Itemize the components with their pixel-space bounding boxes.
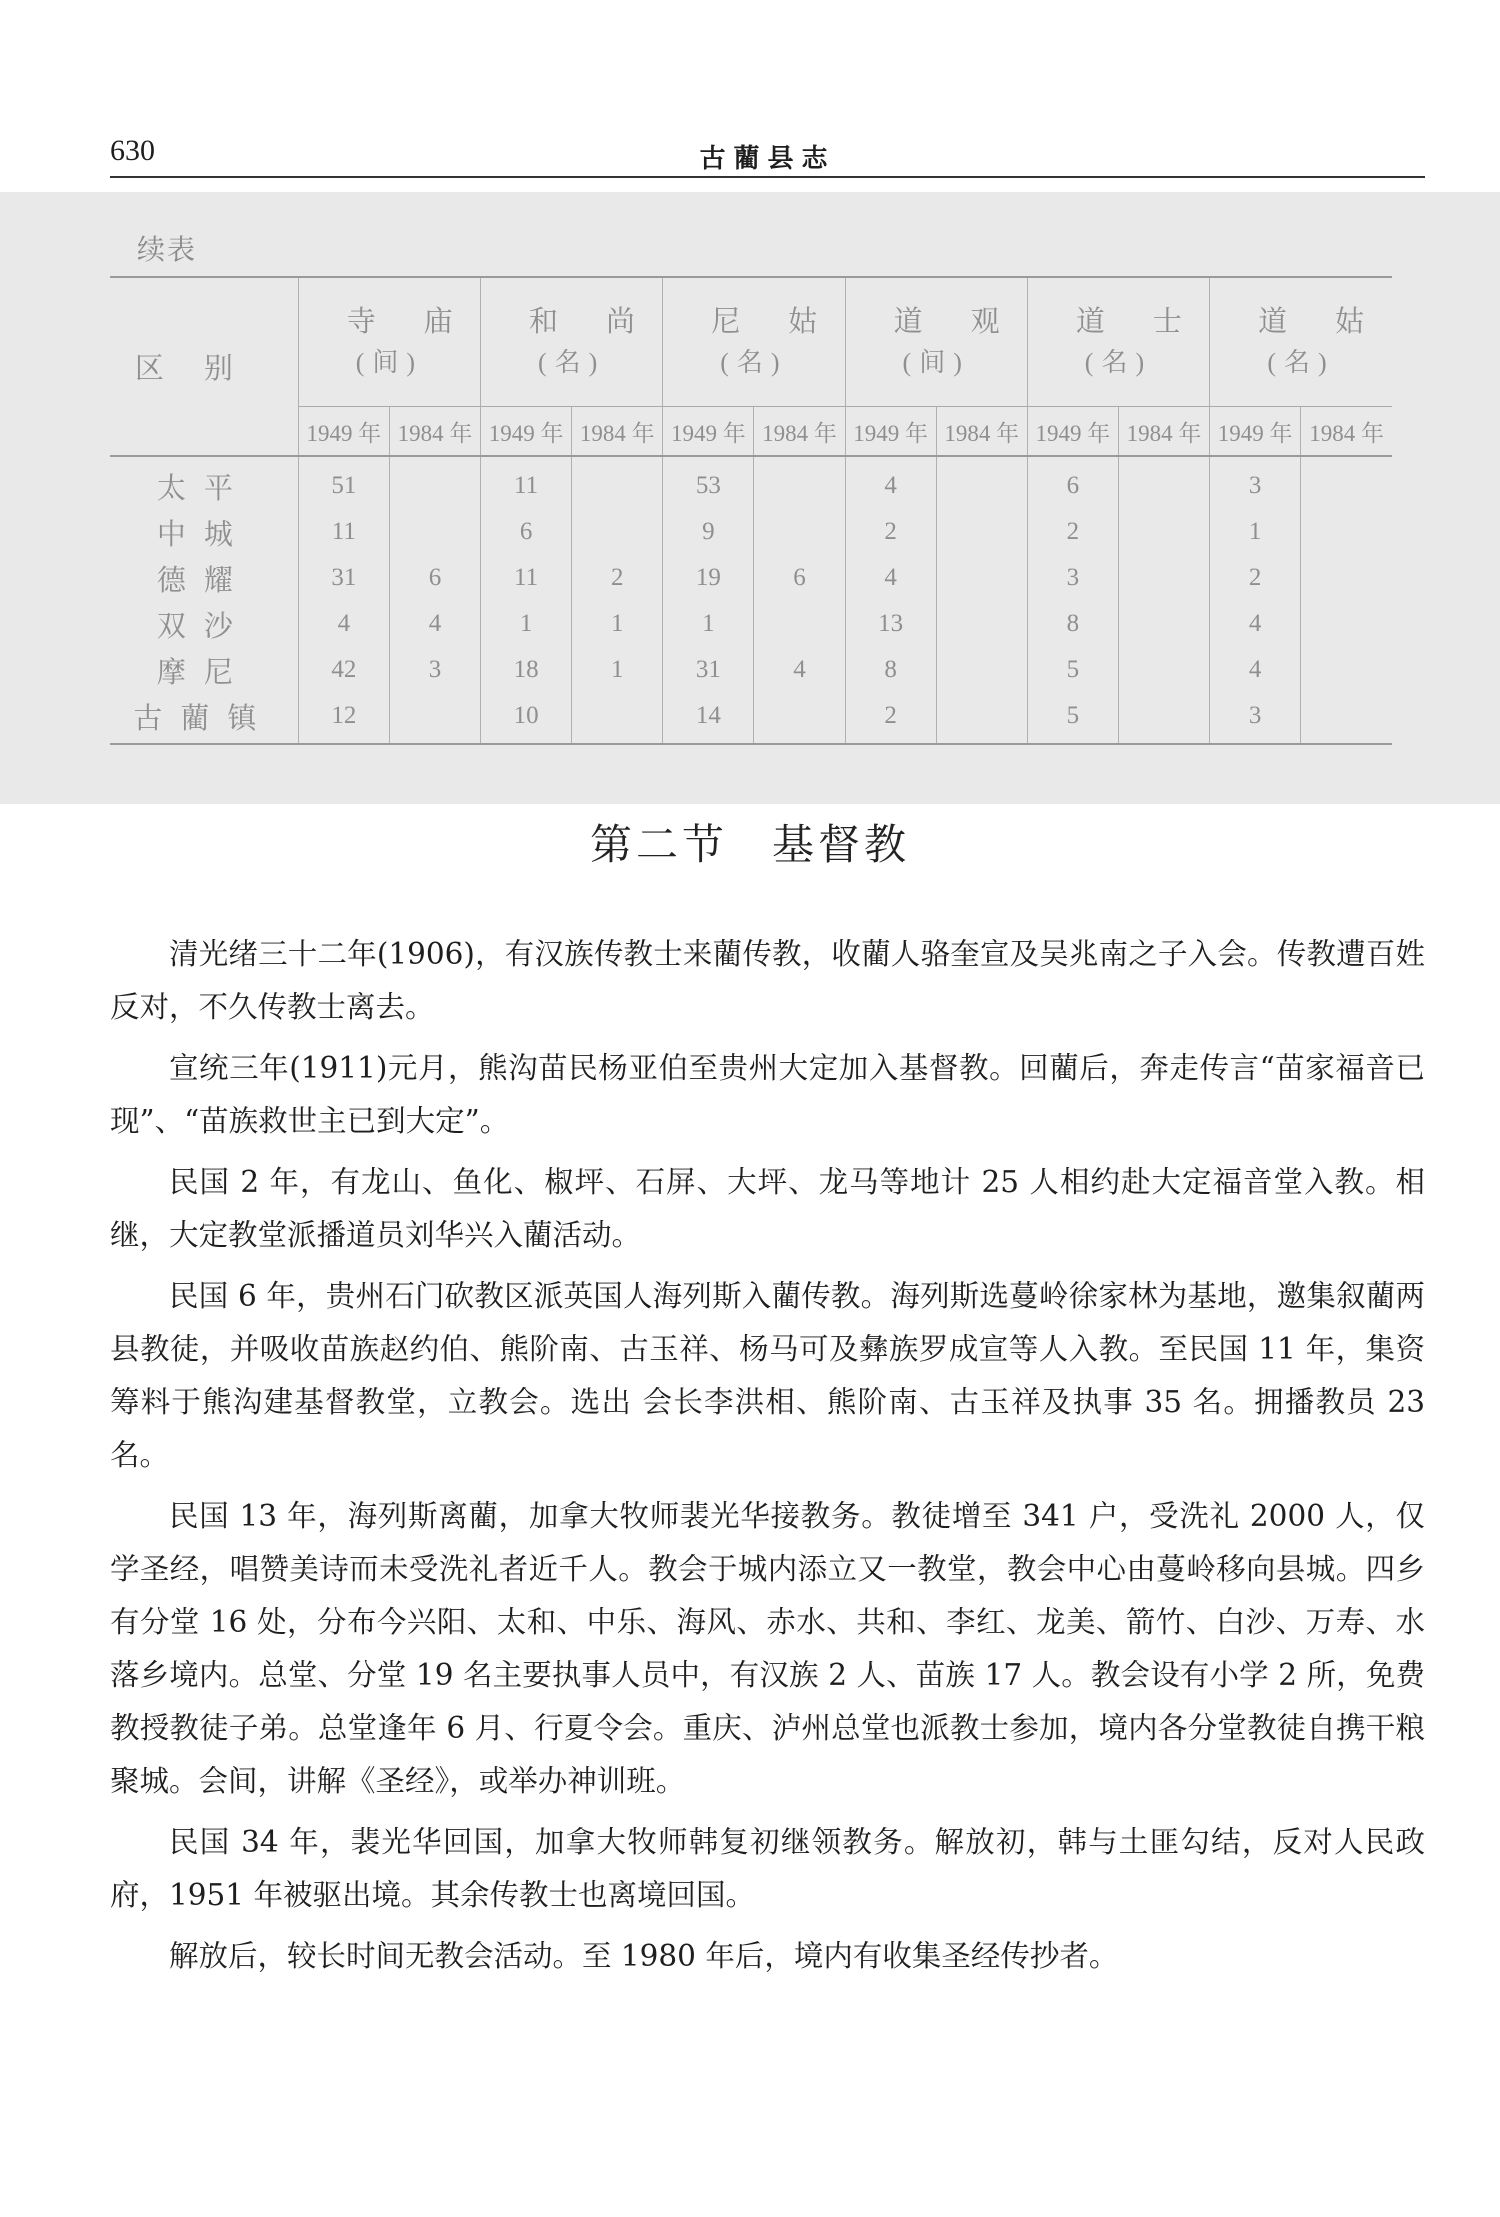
value-cell: 2: [572, 555, 663, 601]
value-cell: [936, 647, 1027, 693]
category-name: 尼姑: [711, 306, 866, 338]
value-cell: [389, 693, 480, 744]
category-name: 道姑: [1258, 306, 1413, 338]
value-cell: 8: [845, 647, 936, 693]
category-unit: (间): [902, 348, 970, 377]
value-cell: [754, 456, 845, 509]
table-panel: [0, 192, 1500, 804]
value-cell: 14: [663, 693, 754, 744]
value-cell: 1: [1210, 509, 1301, 555]
paragraph: 民国 6 年，贵州石门砍教区派英国人海列斯入藺传教。海列斯选蔓岭徐家林为基地，邀集叙藺两县教徒，并吸收苗族赵约伯、熊阶南、古玉祥、杨马可及彝族罗成宣等人入教。至民国 11 年，集资筹料于熊沟建基督教堂，立教会。选出 会长李洪相、熊阶南、古玉祥及执事 35 名。拥播教员 23 名。: [110, 1279, 1425, 1472]
region-cell: 古藺镇: [110, 693, 298, 744]
value-cell: [389, 456, 480, 509]
year-header: 1984 年: [389, 407, 480, 457]
category-header: [1027, 277, 1230, 407]
paragraph: 民国 2 年，有龙山、鱼化、椒坪、石屏、大坪、龙马等地计 25 人相约赴大定福音堂入教。相继，大定教堂派播道员刘华兴入藺活动。: [110, 1165, 1425, 1252]
year-header: 1949 年: [1027, 407, 1118, 457]
year-header: 1984 年: [936, 407, 1027, 457]
paragraph: 民国 34 年，裴光华回国，加拿大牧师韩复初继领教务。解放初，韩与土匪勾结，反对人民政府，1951 年被驱出境。其余传教士也离境回国。: [110, 1825, 1425, 1912]
value-cell: [754, 601, 845, 647]
category-name: 道士: [1075, 306, 1230, 338]
year-header: 1949 年: [481, 407, 572, 457]
category-unit: (名): [538, 348, 606, 377]
value-cell: 4: [389, 601, 480, 647]
page-header: [110, 130, 1425, 178]
year-header: 1949 年: [845, 407, 936, 457]
category-header: [663, 277, 866, 407]
statistics-table: [110, 276, 1413, 745]
category-header: [1210, 277, 1413, 407]
region-column-header: 区别: [110, 277, 298, 456]
category-name: 道观: [893, 306, 1048, 338]
value-cell: 11: [481, 555, 572, 601]
value-cell: 4: [1210, 601, 1301, 647]
value-cell: [1301, 693, 1392, 744]
category-header: [845, 277, 1048, 407]
value-cell: 18: [481, 647, 572, 693]
value-cell: [1301, 456, 1392, 509]
value-cell: [1118, 647, 1209, 693]
table-row: [110, 647, 1392, 693]
table-row: [110, 601, 1392, 647]
value-cell: 5: [1027, 647, 1118, 693]
value-cell: 3: [1027, 555, 1118, 601]
year-header: 1984 年: [1301, 407, 1392, 457]
value-cell: 1: [572, 601, 663, 647]
value-cell: 5: [1027, 693, 1118, 744]
paragraph: 民国 13 年，海列斯离藺，加拿大牧师裴光华接教务。教徒增至 341 户，受洗礼 2000 人，仅学圣经，唱赞美诗而未受洗礼者近千人。教会于城内添立又一教堂，教会中心由蔓岭移向县城。四乡有分堂 16 处，分布今兴阳、太和、中乐、海风、赤水、共和、李红、龙美、箭竹、白沙、万寿、水落乡境内。总堂、分堂 19 名主要执事人员中，有汉族 2 人、苗族 17 人。教会设有小学 2 所，免费教授教徒子弟。总堂逢年 6 月、行夏令会。重庆、泸州总堂也派教士参加，境内各分堂教徒自携干粮聚城。会间，讲解《圣经》，或举办神训班。: [110, 1499, 1425, 1798]
value-cell: 1: [481, 601, 572, 647]
category-header: [298, 277, 501, 407]
year-header: 1949 年: [1210, 407, 1301, 457]
value-cell: [1301, 555, 1392, 601]
value-cell: [572, 456, 663, 509]
value-cell: [754, 693, 845, 744]
value-cell: [936, 456, 1027, 509]
table-row: [110, 693, 1392, 744]
table-row: [110, 456, 1392, 509]
year-header: 1949 年: [663, 407, 754, 457]
value-cell: 9: [663, 509, 754, 555]
value-cell: [1118, 693, 1209, 744]
category-unit: (名): [720, 348, 788, 377]
value-cell: 6: [389, 555, 480, 601]
paragraph: 清光绪三十二年(1906)，有汉族传教士来藺传教，收藺人骆奎宣及吴兆南之子入会。传教遭百姓反对，不久传教士离去。: [110, 937, 1425, 1024]
value-cell: 4: [845, 456, 936, 509]
value-cell: [572, 509, 663, 555]
value-cell: [936, 509, 1027, 555]
value-cell: 2: [1210, 555, 1301, 601]
value-cell: 1: [572, 647, 663, 693]
value-cell: 2: [845, 509, 936, 555]
category-name: 和尚: [529, 306, 684, 338]
value-cell: 4: [298, 601, 389, 647]
value-cell: [1118, 509, 1209, 555]
region-cell: 摩尼: [156, 656, 251, 689]
value-cell: [1301, 647, 1392, 693]
value-cell: 12: [298, 693, 389, 744]
section-title: [0, 812, 1500, 872]
table-row: [110, 509, 1392, 555]
year-header: 1949 年: [298, 407, 389, 457]
value-cell: 6: [1027, 456, 1118, 509]
value-cell: 31: [298, 555, 389, 601]
section-number: 第二节: [589, 820, 728, 869]
paragraph: 解放后，较长时间无教会活动。至 1980 年后，境内有收集圣经传抄者。: [169, 1939, 1119, 1973]
value-cell: [936, 601, 1027, 647]
value-cell: 11: [481, 456, 572, 509]
value-cell: 2: [1027, 509, 1118, 555]
body-text: [110, 928, 1425, 1991]
value-cell: [572, 693, 663, 744]
value-cell: 11: [298, 509, 389, 555]
category-unit: (名): [1084, 348, 1153, 377]
value-cell: [754, 509, 845, 555]
page-number: 630: [110, 134, 155, 167]
value-cell: 4: [1210, 647, 1301, 693]
category-name: 寺庙: [346, 306, 501, 338]
value-cell: [936, 555, 1027, 601]
value-cell: [936, 693, 1027, 744]
value-cell: 8: [1027, 601, 1118, 647]
book-title: 古藺县志: [699, 144, 836, 174]
value-cell: [1118, 555, 1209, 601]
value-cell: 3: [1210, 693, 1301, 744]
value-cell: 3: [389, 647, 480, 693]
value-cell: 42: [298, 647, 389, 693]
region-cell: 太平: [110, 456, 298, 509]
table-caption: 续表: [137, 233, 198, 266]
value-cell: [389, 509, 480, 555]
year-header: 1984 年: [572, 407, 663, 457]
value-cell: 10: [481, 693, 572, 744]
table-body: [110, 456, 1392, 744]
value-cell: [1301, 509, 1392, 555]
value-cell: 2: [845, 693, 936, 744]
year-header: 1984 年: [754, 407, 845, 457]
value-cell: 1: [663, 601, 754, 647]
region-cell: 双沙: [156, 610, 251, 643]
value-cell: 6: [481, 509, 572, 555]
value-cell: [1118, 601, 1209, 647]
value-cell: 53: [663, 456, 754, 509]
region-cell: 中城: [156, 518, 251, 551]
value-cell: 31: [663, 647, 754, 693]
category-header: [481, 277, 684, 407]
table-row: [110, 555, 1392, 601]
value-cell: [1301, 601, 1392, 647]
value-cell: 4: [754, 647, 845, 693]
paragraph: 宣统三年(1911)元月，熊沟苗民杨亚伯至贵州大定加入基督教。回藺后，奔走传言“苗家福音已现”、“苗族救世主已到大定”。: [110, 1051, 1425, 1138]
region-cell: 德耀: [156, 564, 251, 597]
value-cell: 6: [754, 555, 845, 601]
category-unit: (名): [1267, 348, 1335, 377]
value-cell: 19: [663, 555, 754, 601]
category-unit: (间): [355, 348, 424, 377]
value-cell: 51: [298, 456, 389, 509]
value-cell: 13: [845, 601, 936, 647]
value-cell: 3: [1210, 456, 1301, 509]
value-cell: 4: [845, 555, 936, 601]
year-header: 1984 年: [1118, 407, 1209, 457]
value-cell: [1118, 456, 1209, 509]
section-name: 基督教: [772, 820, 911, 869]
